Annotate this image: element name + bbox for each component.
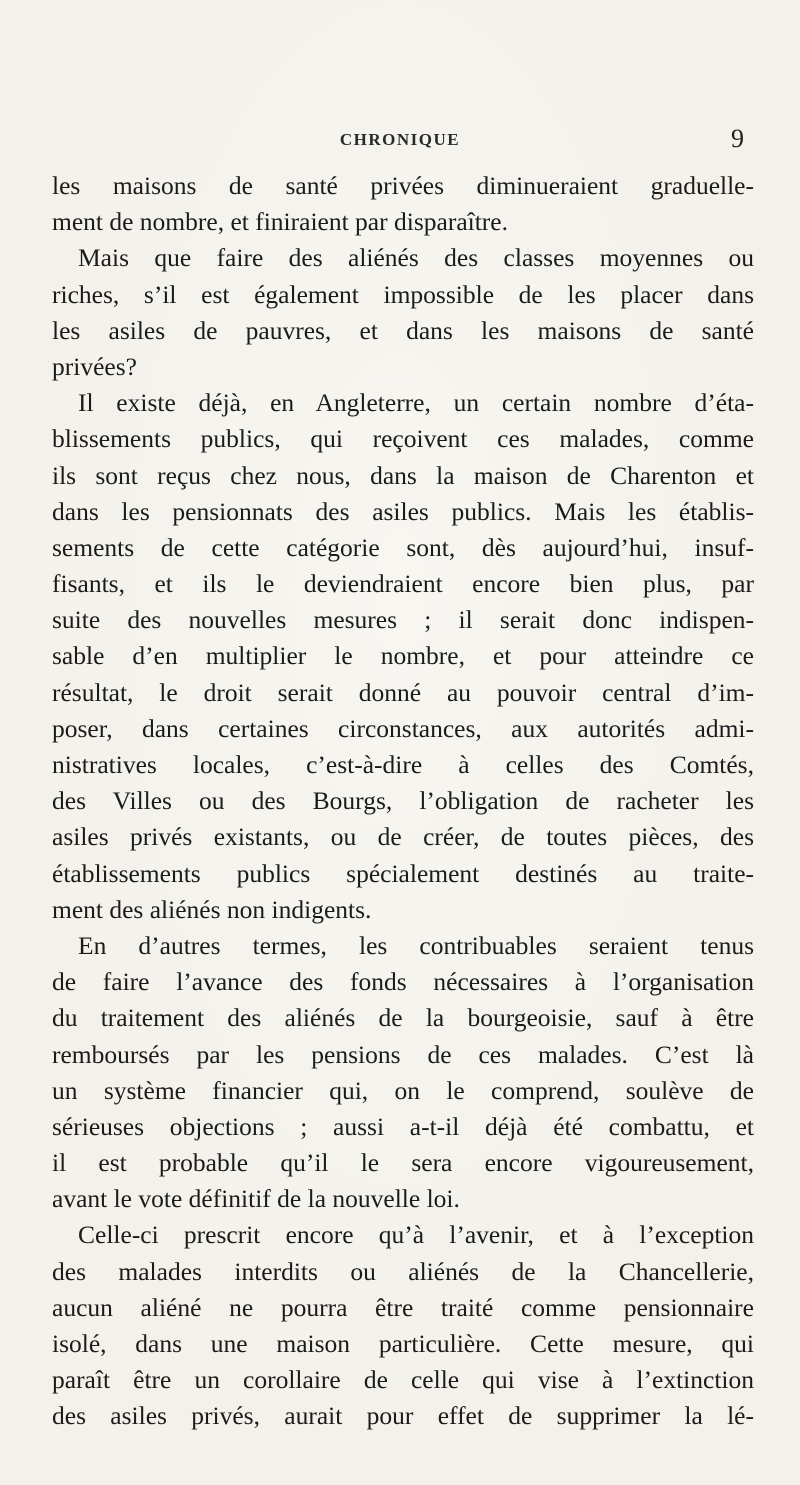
text-line: de faire l’avance des fonds nécessaires à l’organisation (52, 967, 754, 997)
text-line: sable d’en multiplier le nombre, et pour atteindre ce (52, 641, 754, 671)
text-line: des malades interdits ou aliénés de la Chancellerie, (52, 1256, 754, 1286)
text-line: poser, dans certaines circonstances, aux autorités admi- (52, 713, 754, 743)
text-line: suite des nouvelles mesures ; il serait donc indispen- (52, 605, 754, 635)
text-line: dans les pensionnats des asiles publics. Mais les établis- (52, 496, 754, 526)
text-line: un système financier qui, on le comprend, soulève de (52, 1075, 754, 1105)
text-line: des asiles privés, aurait pour effet de supprimer la lé- (52, 1401, 754, 1431)
text-line: aucun aliéné ne pourra être traité comme pensionnaire (52, 1292, 754, 1322)
text-line: avant le vote définitif de la nouvelle loi. (52, 1184, 460, 1214)
page-header (50, 124, 750, 158)
text-line: ment des aliénés non indigents. (52, 894, 372, 924)
page-number: 9 (731, 124, 744, 153)
text-line: Celle-ci prescrit encore qu’à l’avenir, et à l’exception (78, 1220, 754, 1250)
text-line: paraît être un corollaire de celle qui vise à l’extinction (52, 1365, 754, 1395)
text-line: En d’autres termes, les contribuables seraient tenus (78, 930, 754, 960)
body-text (52, 168, 754, 1435)
text-line: asiles privés existants, ou de créer, de toutes pièces, des (52, 822, 754, 852)
text-line: sements de cette catégorie sont, dès aujourd’hui, insuf- (52, 532, 754, 562)
text-line: les maisons de santé privées diminueraient graduelle- (52, 171, 754, 200)
text-line: du traitement des aliénés de la bourgeoisie, sauf à être (52, 1003, 754, 1033)
text-line: résultat, le droit serait donné au pouvoir central d’im- (52, 677, 754, 707)
text-line: riches, s’il est également impossible de les placer dans (52, 279, 754, 309)
text-line: sérieuses objections ; aussi a-t-il déjà été combattu, et (52, 1111, 754, 1141)
text-line: il est probable qu’il le sera encore vigoureusement, (52, 1148, 754, 1178)
text-line: les asiles de pauvres, et dans les maisons de santé (52, 315, 754, 345)
text-line: fisants, et ils le deviendraient encore bien plus, par (52, 569, 754, 599)
text-line: ils sont reçus chez nous, dans la maison de Charenton et (52, 460, 754, 490)
text-line: Mais que faire des aliénés des classes moyennes ou (78, 243, 754, 273)
text-line: privées? (52, 351, 137, 381)
text-line: nistratives locales, c’est-à-dire à celles des Comtés, (52, 750, 754, 779)
text-line: ment de nombre, et finiraient par disparaître. (52, 207, 508, 237)
text-line: des Villes ou des Bourgs, l’obligation de racheter les (52, 786, 754, 816)
text-line: blissements publics, qui reçoivent ces malades, comme (52, 424, 754, 454)
text-line: établissements publics spécialement destinés au traite- (52, 858, 754, 888)
text-line: isolé, dans une maison particulière. Cette mesure, qui (52, 1329, 754, 1358)
text-line: Il existe déjà, en Angleterre, un certain nombre d’éta- (78, 388, 754, 418)
text-line: remboursés par les pensions de ces malades. C’est là (52, 1039, 754, 1069)
running-title: CHRONIQUE (339, 130, 461, 149)
